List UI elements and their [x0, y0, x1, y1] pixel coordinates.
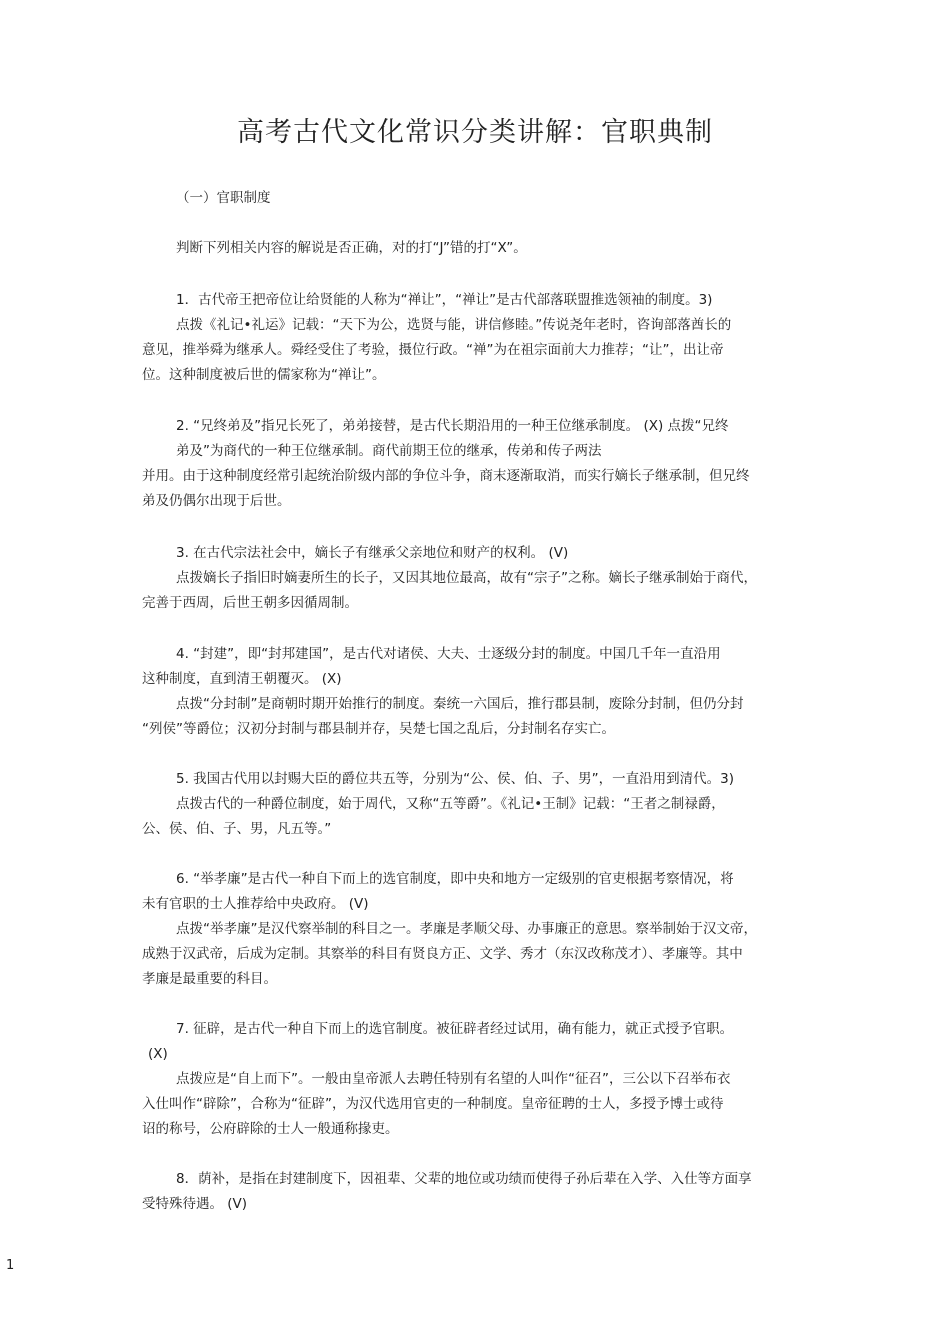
item-4-explanation-line: 点拨“分封制”是商朝时期开始推行的制度。秦统一六国后，推行郡县制，废除分封制，但仍分封: [176, 696, 744, 712]
item-6-question-line: 未有官职的士人推荐给中央政府。 (V): [142, 896, 369, 912]
item-3-question: 3. 在古代宗法社会中，嫡长子有继承父亲地位和财产的权利。 (V): [176, 545, 569, 561]
document-title: 高考古代文化常识分类讲解：官职典制: [237, 117, 713, 148]
item-5-question: 5. 我国古代用以封赐大臣的爵位共五等，分别为“公、侯、伯、子、男”，一直沿用到清代。3): [176, 771, 735, 787]
item-4-question-line: 这种制度，直到清王朝覆灭。 (X): [142, 671, 342, 687]
item-1-explanation-line: 意见，推举舜为继承人。舜经受住了考验，摄位行政。“禅”为在祖宗面前大力推荐；“让”，出让帝: [142, 342, 724, 358]
item-6-explanation-line: 点拨“举孝廉”是汉代察举制的科目之一。孝廉是孝顺父母、办事廉正的意思。察举制始于汉文帝，: [176, 921, 757, 937]
item-7-answer-mark: (X): [148, 1046, 168, 1062]
item-6-question: 6. “举孝廉”是古代一种自下而上的选官制度，即中央和地方一定级别的官吏根据考察情况，将: [176, 871, 734, 887]
item-3-explanation-line: 完善于西周，后世王朝多因循周制。: [142, 595, 358, 611]
item-8-question: 8．荫补，是指在封建制度下，因祖辈、父辈的地位或功绩而使得子孙后辈在入学、入仕等方面享: [176, 1171, 752, 1187]
page-number: 1: [6, 1258, 15, 1273]
item-2-explanation-line: 弟及仍偶尔出现于后世。: [142, 493, 291, 509]
item-7-explanation-line: 入仕叫作“辟除”，合称为“征辟”，为汉代选用官吏的一种制度。皇帝征聘的士人，多授予博士或待: [142, 1096, 724, 1112]
item-1-explanation-line: 位。这种制度被后世的儒家称为“禅让”。: [142, 367, 386, 383]
item-4-question: 4. “封建”，即“封邦建国”，是古代对诸侯、大夫、士逐级分封的制度。中国几千年一直沿用: [176, 646, 721, 662]
item-1-question: 1．古代帝王把帝位让给贤能的人称为“禅让”，“禅让”是古代部落联盟推选领袖的制度。3): [176, 292, 713, 308]
item-2-explanation-line: 弟及”为商代的一种王位继承制。商代前期王位的继承，传弟和传子两法: [176, 443, 602, 459]
item-4-explanation-line: “列侯”等爵位；汉初分封制与郡县制并存，吴楚七国之乱后，分封制名存实亡。: [142, 721, 615, 737]
item-7-explanation-line: 点拨应是“自上而下”。一般由皇帝派人去聘任特别有名望的人叫作“征召”，三公以下召举布衣: [176, 1071, 731, 1087]
item-5-explanation-line: 点拨古代的一种爵位制度，始于周代，又称“五等爵”。《礼记•王制》记载：“王者之制禄爵，: [176, 796, 725, 812]
item-7-explanation-line: 诏的称号，公府辟除的士人一般通称掾吏。: [142, 1121, 399, 1137]
item-8-question-line: 受特殊待遇。 (V): [142, 1196, 248, 1212]
item-2-question: 2. “兄终弟及”指兄长死了，弟弟接替，是古代长期沿用的一种王位继承制度。 (X) 点拨“兄终: [176, 418, 729, 434]
item-1-explanation-line: 点拨《礼记•礼运》记载：“天下为公，选贤与能，讲信修睦。”传说尧年老时，咨询部落酋长的: [176, 317, 732, 333]
section-heading: （一）官职制度: [176, 190, 271, 206]
item-3-explanation-line: 点拨嫡长子指旧时嫡妻所生的长子，又因其地位最高，故有“宗子”之称。嫡长子继承制始于商代，: [176, 570, 757, 586]
item-6-explanation-line: 成熟于汉武帝，后成为定制。其察举的科目有贤良方正、文学、秀才（东汉改称茂才）、孝廉等。其中: [142, 946, 743, 962]
instruction-text: 判断下列相关内容的解说是否正确，对的打“J”错的打“X”。: [176, 240, 527, 256]
item-5-explanation-line: 公、侯、伯、子、男，凡五等。”: [142, 821, 332, 837]
item-7-question: 7. 征辟，是古代一种自下而上的选官制度。被征辟者经过试用，确有能力，就正式授予官职。: [176, 1021, 734, 1037]
item-2-explanation-line: 并用。由于这种制度经常引起统治阶级内部的争位斗争，商末逐渐取消，而实行嫡长子继承制，但兄终: [142, 468, 750, 484]
item-6-explanation-line: 孝廉是最重要的科目。: [142, 971, 277, 987]
